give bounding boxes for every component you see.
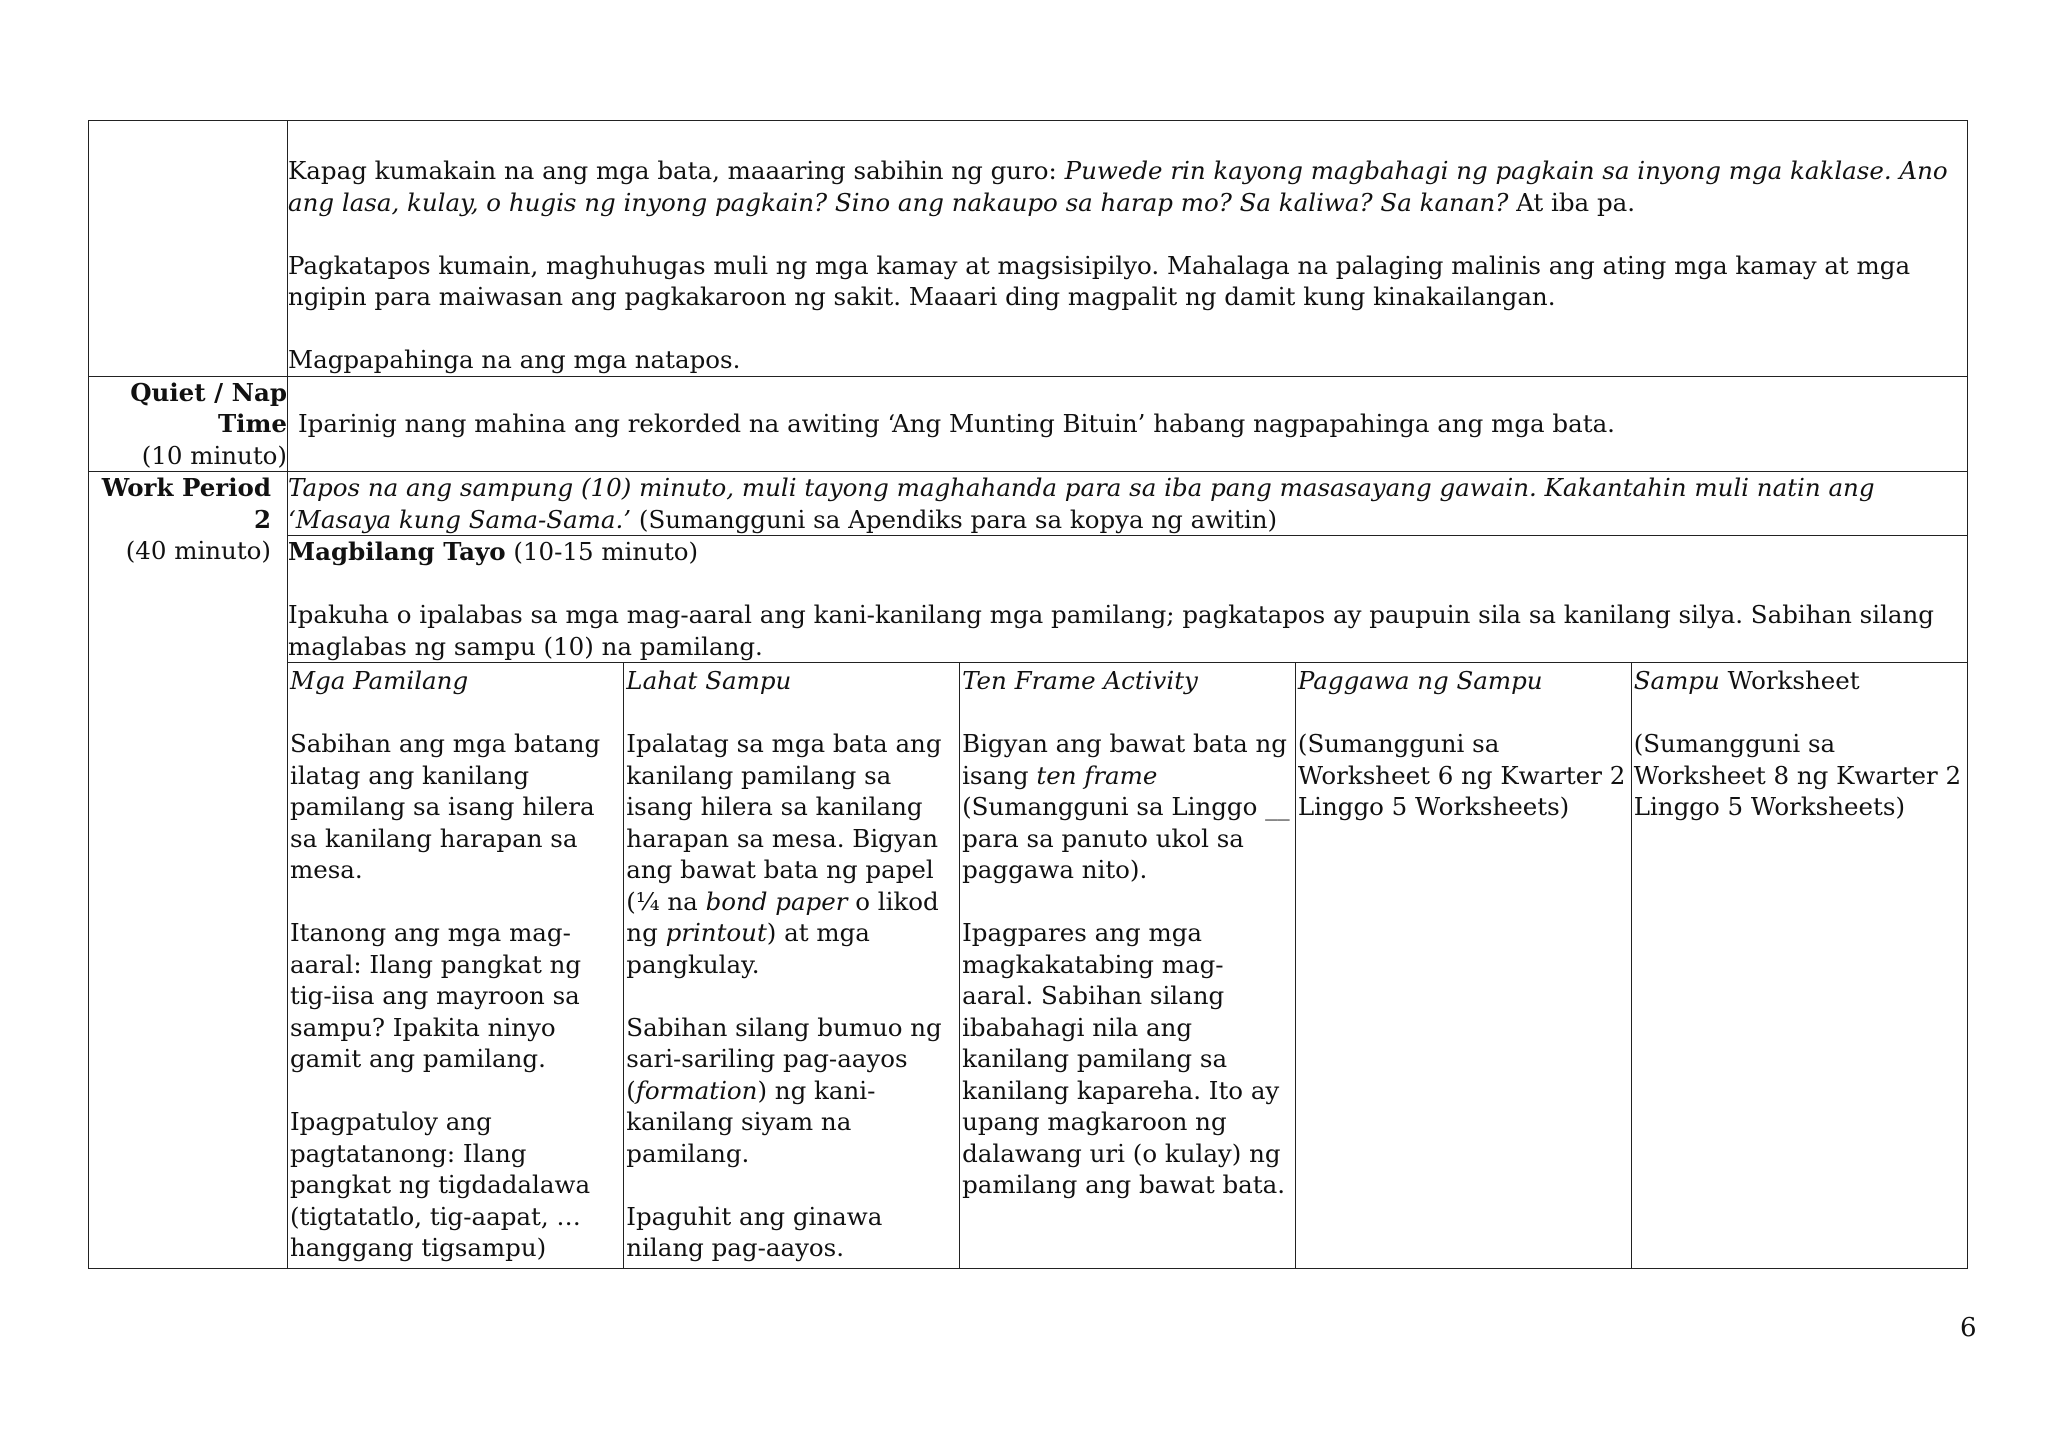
column-paragraph: Ipagpares ang mga magkakatabing mag-aaral. Sabihan silang ibabahagi nila ang kanilang pamilang sa kanilang kapareha. Ito ay upang magkaroon ng dalawang uri (o kulay) ng pamilang ang bawat bata. <box>962 918 1286 1199</box>
nap-label-duration: (10 minuto) <box>141 440 287 470</box>
lesson-plan-table <box>88 120 1968 1269</box>
activity-cell <box>288 536 1968 663</box>
work-label-cell <box>89 472 288 1269</box>
column-paragraph: Ipalatag sa mga bata ang kanilang pamilang sa isang hilera sa kanilang harapan sa mesa. Bigyan ang bawat bata ng papel (¼ na bond paper o likod ng printout) at mga pangkulay. <box>626 729 942 979</box>
nap-content-cell <box>288 376 1968 472</box>
eating-paragraph-1: Kapag kumakain na ang mga bata, maaaring sabihin ng guro: Puwede rin kayong magbahagi ng pagkain sa inyong mga kaklase. Ano ang lasa, kulay, o hugis ng inyong pagkain? Sino ang nakaupo sa harap mo? Sa kaliwa? Sa kanan? At iba pa. <box>288 156 1948 217</box>
column-mga-pamilang <box>288 663 624 1268</box>
work-label-title-2: 2 <box>253 504 271 534</box>
column-ten-frame <box>960 663 1296 1268</box>
column-paragraph: Ipaguhit ang ginawa nilang pag-aayos. <box>626 1201 883 1262</box>
work-intro-text: Tapos na ang sampung (10) minuto, muli tayong maghahanda para sa iba pang masasayang gawain. Kakantahin muli natin ang ‘Masaya kung Sama-Sama.’ (Sumangguni sa Apendiks para sa kopya ng awitin) <box>288 473 1875 534</box>
column-paragraph: Bigyan ang bawat bata ng isang ten frame (Sumangguni sa Linggo __ para sa panuto ukol sa paggawa nito). <box>962 729 1290 884</box>
column-paragraph: (Sumangguni sa Worksheet 6 ng Kwarter 2 Linggo 5 Worksheets) <box>1297 729 1626 821</box>
columns-row <box>89 663 1968 1269</box>
nap-label-title: Quiet / Nap <box>130 377 287 407</box>
work-label-duration: (40 minuto) <box>125 536 271 565</box>
work-label-title: Work Period <box>101 473 271 502</box>
column-paragraph: Sabihan ang mga batang ilatag ang kanilang pamilang sa isang hilera sa kanilang harapan sa mesa. <box>290 729 601 884</box>
eating-label-cell <box>89 121 288 377</box>
column-lahat-sampu <box>624 663 960 1268</box>
column-title: Sampu Worksheet <box>1633 666 1860 695</box>
nap-row <box>89 376 1968 472</box>
activity-row <box>89 536 1968 663</box>
column-title: Paggawa ng Sampu <box>1297 666 1543 695</box>
activity-text: Ipakuha o ipalabas sa mga mag-aaral ang kani-kanilang mga pamilang; pagkatapos ay paupuin sila sa kanilang silya. Sabihan silang maglabas ng sampu (10) na pamilang. <box>288 600 1934 661</box>
columns-cell <box>288 663 1968 1269</box>
activity-columns-table <box>288 663 1967 1268</box>
nap-text: Iparinig nang mahina ang rekorded na awiting ‘Ang Munting Bituin’ habang nagpapahinga ang mga bata. <box>298 409 1615 438</box>
eating-paragraph-2: Pagkatapos kumain, maghuhugas muli ng mga kamay at magsisipilyo. Mahalaga na palaging malinis ang ating mga kamay at mga ngipin para maiwasan ang pagkakaroon ng sakit. Maaari ding magpalit ng damit kung kinakailangan. <box>288 250 1911 311</box>
eating-row <box>89 121 1968 377</box>
column-title: Mga Pamilang <box>290 666 469 695</box>
column-sampu-worksheet <box>1631 663 1967 1268</box>
column-paragraph: (Sumangguni sa Worksheet 8 ng Kwarter 2 Linggo 5 Worksheets) <box>1633 729 1962 821</box>
nap-label-title-2: Time <box>217 409 287 438</box>
eating-paragraph-3: Magpapahinga na ang mga natapos. <box>288 345 741 374</box>
work-intro-row <box>89 472 1968 536</box>
column-title: Ten Frame Activity <box>962 666 1198 695</box>
column-paragraph: Ipagpatuloy ang pagtatanong: Ilang pangkat ng tigdadalawa (tigtatatlo, tig-aapat, …hanggang tigsampu) <box>290 1107 591 1262</box>
column-paggawa-ng-sampu <box>1295 663 1631 1268</box>
eating-content-cell <box>288 121 1968 377</box>
activity-heading: Magbilang Tayo (10-15 minuto) <box>288 537 699 566</box>
column-paragraph: Sabihan silang bumuo ng sari-sariling pag-aayos (formation) ng kani-kanilang siyam na pamilang. <box>626 1012 942 1168</box>
page-number: 6 <box>1960 1313 1977 1343</box>
column-paragraph: Itanong ang mga mag-aaral: Ilang pangkat ng tig-iisa ang mayroon sa sampu? Ipakita ninyo gamit ang pamilang. <box>290 918 582 1073</box>
work-intro-cell <box>288 472 1968 536</box>
column-title: Lahat Sampu <box>626 666 792 695</box>
nap-label-cell <box>89 376 288 472</box>
